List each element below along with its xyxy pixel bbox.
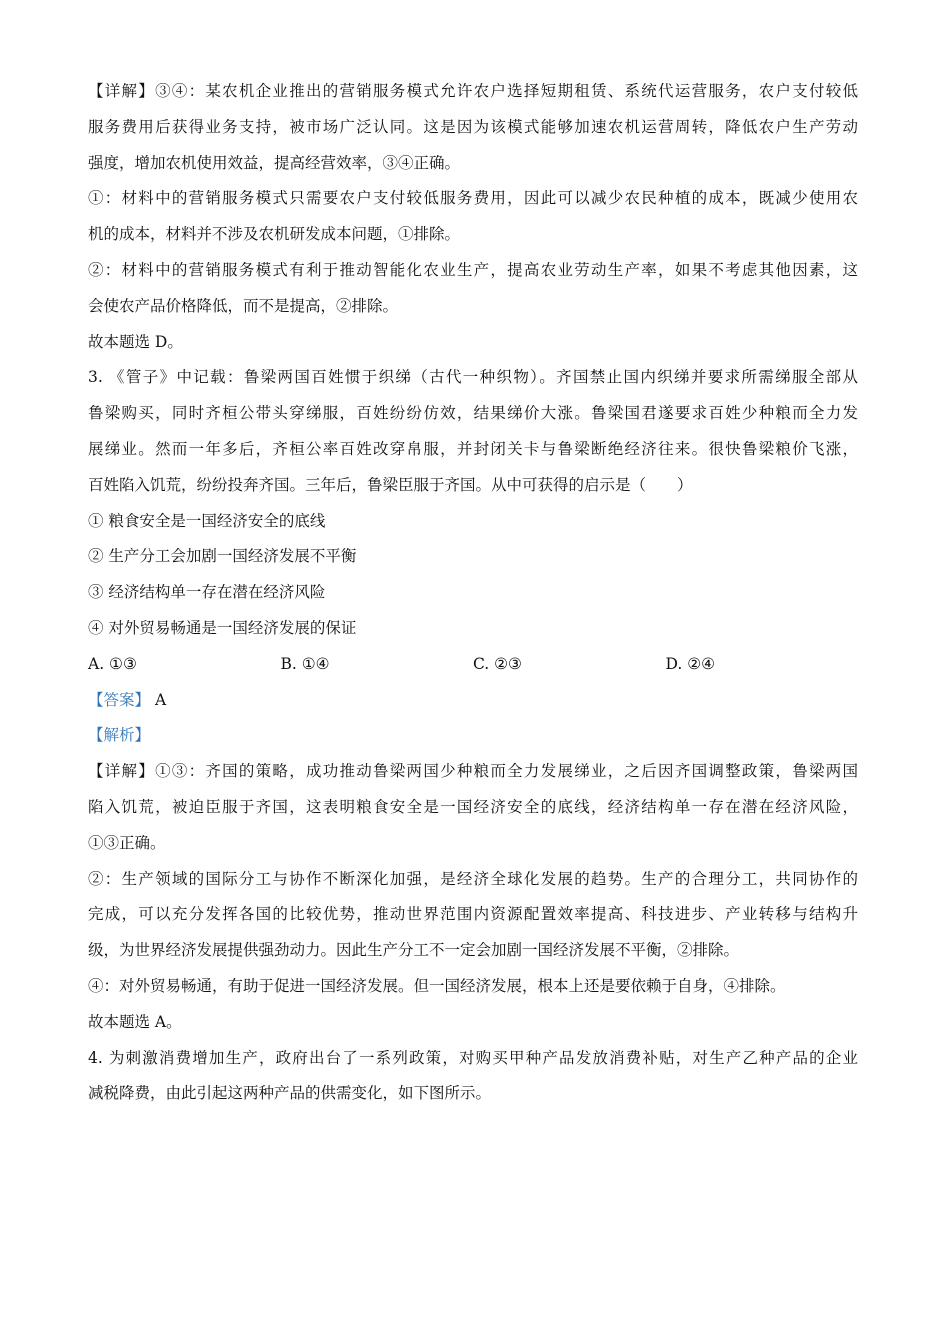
option-c: C. ②③ <box>473 654 522 673</box>
analysis-line <box>88 718 858 754</box>
text-line: 百姓陷入饥荒，纷纷投奔齐国。三年后，鲁梁臣服于齐国。从中可获得的启示是（ ） <box>88 475 693 494</box>
question-4 <box>88 1041 858 1113</box>
paragraph-group-2 <box>88 754 858 1112</box>
text-line: ①：材料中的营销服务模式只需要农户支付较低服务费用，因此可以减少农民种植的成本，既减少使用农 <box>88 189 858 208</box>
answer-line <box>88 683 858 719</box>
detail-34 <box>88 74 858 181</box>
text-line: 会使农产品价格降低，而不是提高，②排除。 <box>88 296 399 315</box>
question-3 <box>88 360 858 503</box>
text-line: 故本题选 A。 <box>88 1012 182 1031</box>
text-line: 3. 《管子》中记载：鲁梁两国百姓惯于织绨（古代一种织物）。齐国禁止国内织绨并要求所需绨服全部从 <box>88 368 858 387</box>
text-line: 完成，可以充分发挥各国的比较优势，推动世界范围内资源配置效率提高、科技进步、产业转移与结构升 <box>88 905 858 924</box>
option-a: A. ①③ <box>88 654 137 673</box>
text-line: ④ 对外贸易畅通是一国经济发展的保证 <box>88 618 357 637</box>
analysis-tag: 【解析】 <box>88 726 151 745</box>
text-line: 展绨业。然而一年多后，齐桓公率百姓改穿帛服，并封闭关卡与鲁梁断绝经济往来。很快鲁梁粮价飞涨， <box>88 439 858 458</box>
paragraph-group-1 <box>88 74 858 647</box>
statement-4 <box>88 611 858 647</box>
detail-1 <box>88 181 858 253</box>
detail-13 <box>88 754 858 861</box>
statement-3 <box>88 575 858 611</box>
text-line: 减税降费，由此引起这两种产品的供需变化，如下图所示。 <box>88 1084 492 1103</box>
text-line: 4. 为刺激消费增加生产，政府出台了一系列政策，对购买甲种产品发放消费补贴，对生产乙种产品的企业 <box>88 1048 858 1067</box>
text-line: ① 粮食安全是一国经济安全的底线 <box>88 511 326 530</box>
text-line: 陷入饥荒，被迫臣服于齐国，这表明粮食安全是一国经济安全的底线，经济结构单一存在潜在经济风险， <box>88 797 858 816</box>
text-line: 鲁梁购买，同时齐桓公带头穿绨服，百姓纷纷仿效，结果绨价大涨。鲁梁国君遂要求百姓少种粮而全力发 <box>88 404 858 423</box>
text-line: 机的成本，材料并不涉及农机研发成本问题，①排除。 <box>88 225 461 244</box>
text-line: 级，为世界经济发展提供强劲动力。因此生产分工不一定会加剧一国经济发展不平衡，②排除。 <box>88 941 740 960</box>
text-line: ②：材料中的营销服务模式有利于推动智能化农业生产，提高农业劳动生产率，如果不考虑其他因素，这 <box>88 260 858 279</box>
detail-4 <box>88 969 858 1005</box>
text-line: 故本题选 D。 <box>88 332 183 351</box>
document-page <box>88 74 858 1112</box>
answer-value: A <box>150 690 167 709</box>
option-d: D. ②④ <box>665 654 716 673</box>
text-line: 强度，增加农机使用效益，提高经营效率，③④正确。 <box>88 153 461 172</box>
statement-2 <box>88 539 858 575</box>
text-line: ② 生产分工会加剧一国经济发展不平衡 <box>88 547 357 566</box>
text-line: 【详解】①③：齐国的策略，成功推动鲁梁两国少种粮而全力发展绨业，之后因齐国调整政策，鲁梁两国 <box>88 762 858 781</box>
text-line: ③ 经济结构单一存在潜在经济风险 <box>88 583 326 602</box>
detail-2b <box>88 862 858 969</box>
statement-1 <box>88 504 858 540</box>
answer-options <box>88 647 858 683</box>
text-line: ②：生产领域的国际分工与协作不断深化加强，是经济全球化发展的趋势。生产的合理分工，共同协作的 <box>88 869 858 888</box>
text-line: 服务费用后获得业务支持，被市场广泛认同。这是因为该模式能够加速农机运营周转，降低农户生产劳动 <box>88 117 858 136</box>
answer-tag: 【答案】 <box>88 690 151 709</box>
conclusion-3 <box>88 1005 858 1041</box>
detail-2 <box>88 253 858 325</box>
text-line: ④：对外贸易畅通，有助于促进一国经济发展。但一国经济发展，根本上还是要依赖于自身，④排除。 <box>88 976 786 995</box>
option-b: B. ①④ <box>280 654 330 673</box>
conclusion-2 <box>88 325 858 361</box>
text-line: 【详解】③④：某农机企业推出的营销服务模式允许农户选择短期租赁、系统代运营服务，农户支付较低 <box>88 82 858 100</box>
text-line: ①③正确。 <box>88 833 166 852</box>
